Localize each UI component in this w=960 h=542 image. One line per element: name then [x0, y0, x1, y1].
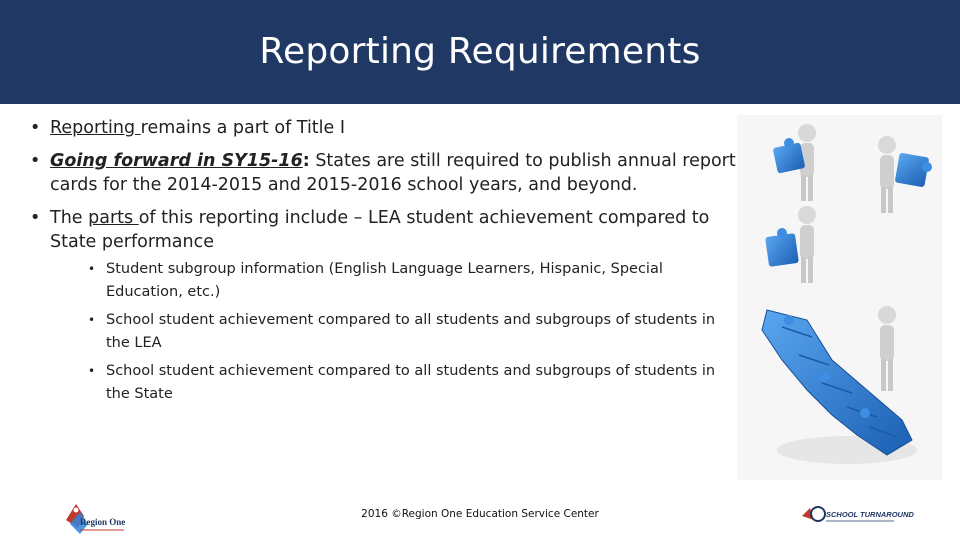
sub-bullet-state: • School student achievement compared to all students and subgroups of students in the State — [86, 360, 742, 405]
bullet-going-forward — [30, 149, 742, 197]
bullet-parts — [30, 206, 742, 405]
bullet-going-forward-colon: : — [302, 151, 310, 171]
sub-bullet-lea: • School student achievement compared to all students and subgroups of students in the LEA — [86, 309, 742, 354]
sub-bullet-list — [86, 258, 742, 405]
figure-top-right — [878, 136, 932, 213]
bullet-going-forward-term: Going forward in SY15-16 — [50, 151, 303, 171]
region-one-logo-text: Region One — [80, 517, 126, 527]
bullet-parts-term: parts — [88, 208, 139, 228]
school-turnaround-logo-graphic — [800, 500, 914, 528]
figure-top-left — [773, 124, 816, 201]
slide-title: Reporting Requirements — [259, 30, 701, 72]
main-bullet-list — [30, 116, 742, 405]
bullet-reporting-text: remains a part of Title I — [140, 118, 346, 138]
bullet-reporting — [30, 116, 742, 140]
bullet-parts-text: of this reporting include – LEA student achievement compared to State performance — [50, 208, 710, 252]
figure-bottom-right — [878, 306, 896, 391]
figure-middle-left — [765, 206, 816, 283]
bullet-going-forward-text: States are still required to publish annual report cards for the 2014-2015 and 2015-2016 school years, and beyond. — [50, 151, 736, 195]
school-turnaround-logo — [800, 500, 914, 528]
footer-copyright: 2016 ©Region One Education Service Center — [361, 508, 599, 520]
sub-bullet-subgroup: • Student subgroup information (English Language Learners, Hispanic, Special Education, etc.) — [86, 258, 742, 303]
school-turnaround-logo-text: SCHOOL TURNAROUND — [826, 510, 914, 519]
title-bar — [0, 0, 960, 104]
bullet-parts-prefix: The — [50, 208, 89, 228]
bullet-reporting-term: Reporting — [50, 118, 141, 138]
puzzle-people-illustration — [737, 115, 942, 480]
puzzle-illustration-graphic — [737, 115, 942, 480]
slide-content — [30, 116, 742, 414]
